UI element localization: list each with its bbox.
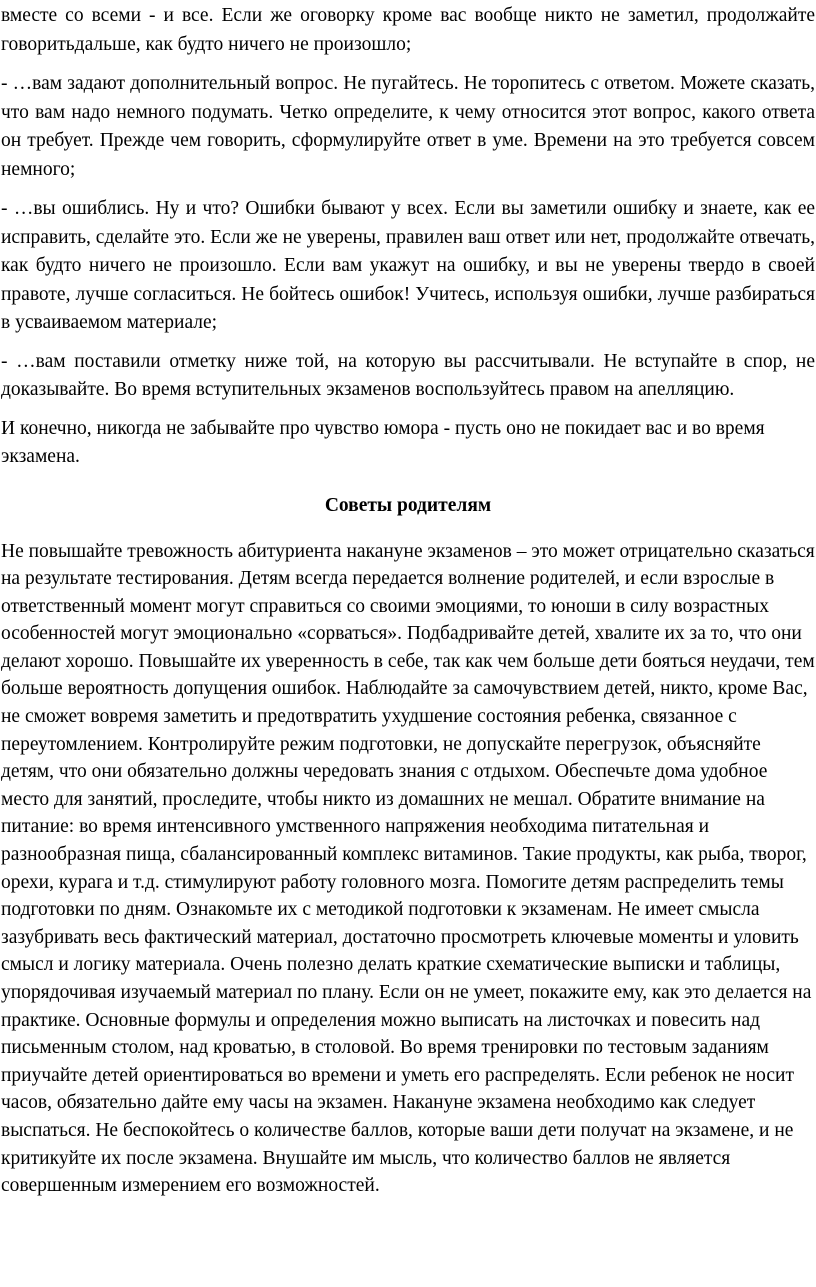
paragraph-slip-continuation: вместе со всеми - и все. Если же оговорку кроме вас вообще никто не заметил, продолжайте говоритьдальше, как будто ничего не произошло; <box>1 5 815 55</box>
section-heading-parents: Советы родителям <box>324 494 492 516</box>
paragraph-extra-question: - …вам задают дополнительный вопрос. Не пугайтесь. Не торопитесь с ответом. Можете сказать, что вам надо немного подумать. Четко определите, к чему относится этот вопрос, какого ответа он требует. Прежде чем говорить, сформулируйте ответ в уме. Времени на это требуется совсем немного; <box>1 73 815 180</box>
paragraph-low-grade: - …вам поставили отметку ниже той, на которую вы рассчитывали. Не вступайте в спор, не доказывайте. Во время вступительных экзаменов воспользуйтесь правом на апелляцию. <box>1 350 815 400</box>
paragraph-mistake: - …вы ошиблись. Ну и что? Ошибки бывают у всех. Если вы заметили ошибку и знаете, как ее исправить, сделайте это. Если же не уверены, правилен ваш ответ или нет, продолжайте отвечать, как будто ничего не произошло. Если вам укажут на ошибку, и вы не уверены твердо в своей правоте, лучше согласиться. Не бойтесь ошибок! Учитесь, используя ошибки, лучше разбираться в усваиваемом материале; <box>1 198 815 333</box>
paragraph-parents-advice: Не повышайте тревожность абитуриента накануне экзаменов – это может отрицательно сказаться на результате тестирования. Детям всегда передается волнение родителей, и если взрослые в ответственный момент могут справиться со своими эмоциями, то юноши в силу возрастных особенностей могут эмоционально «сорваться». Подбадривайте детей, хвалите их за то, что они делают хорошо. Повышайте их уверенность в себе, так как чем больше дети бояться неудачи, тем больше вероятность допущения ошибок. Наблюдайте за самочувствием детей, никто, кроме Вас, не сможет вовремя заметить и предотвратить ухудшение состояния ребенка, связанное с переутомлением. Контролируйте режим подготовки, не допускайте перегрузок, объясняйте детям, что они обязательно должны чередовать знания с отдыхом. Обеспечьте дома удобное место для занятий, проследите, чтобы никто из домашних не мешал. Обратите внимание на питание: во время интенсивного умственного напряжения необходима питательная и разнообразная пища, сбалансированный комплекс витаминов. Такие продукты, как рыба, творог, орехи, курага и т.д. стимулируют работу головного мозга. Помогите детям распределить темы подготовки по дням. Ознакомьте их с методикой подготовки к экзаменам. Не имеет смысла зазубривать весь фактический материал, достаточно просмотреть ключевые моменты и уловить смысл и логику материала. Очень полезно делать краткие схематические выписки и таблицы, упорядочивая изучаемый материал по плану. Если он не умеет, покажите ему, как это делается на практике. Основные формулы и определения можно выписать на листочках и повесить над письменным столом, над кроватью, в столовой. Во время тренировки по тестовым заданиям приучайте детей ориентироваться во времени и уметь его распределять. Если ребенок не носит часов, обязательно дайте ему часы на экзамен. Накануне экзамена необходимо как следует выспаться. Не беспокойтесь о количестве баллов, которые ваши дети получат на экзамене, и не критикуйте их после экзамена. Внушайте им мысль, что количество баллов не является совершенным измерением его возможностей. <box>1 540 815 1197</box>
paragraph-humor: И конечно, никогда не забывайте про чувство юмора - пусть оно не покидает вас и во время экзамена. <box>1 417 765 467</box>
